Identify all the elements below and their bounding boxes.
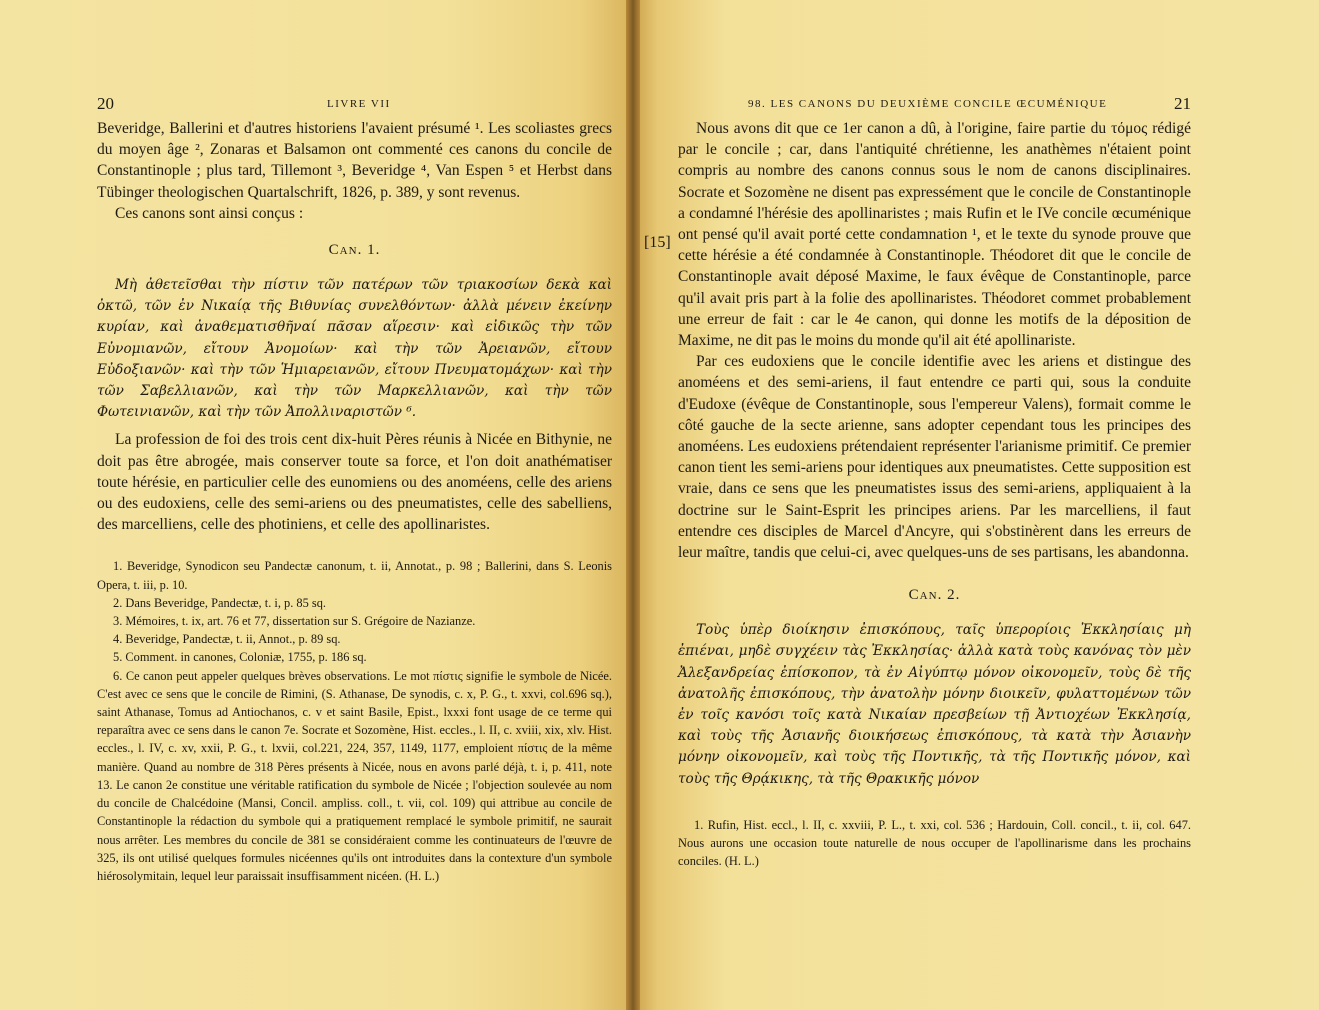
footnote: 1. Rufin, Hist. eccl., l. II, c. xxviii, P. L., t. xxi, col. 536 ; Hardouin, Coll. concil., t. ii, col. 647. Nous aurons une occasion toute naturelle de nous occuper de l'apollinarisme dans les prochains conciles. (H. L.) xyxy=(678,817,1191,869)
right-page xyxy=(630,0,1319,1010)
canon-heading-1: Can. 1. xyxy=(328,242,381,259)
running-title-right: 98. LES CANONS DU DEUXIÈME CONCILE ŒCUMÉNIQUE xyxy=(748,98,1108,110)
footnote: 1. Beveridge, Synodicon seu Pandectæ canonum, t. ii, Annotat., p. 98 ; Ballerini, dans S. Leonis Opera, t. iii, p. 10. xyxy=(97,559,612,592)
paragraph-2: Par ces eudoxiens que le concile identifie avec les ariens et distingue des anoméens et des semi-ariens, il faut entendre ce parti qui, sous la conduite d'Eudoxe (évêque de Constantinople, sous l'empereur Valens), formait comme le côté gauche de la secte arienne, sans adopter cependant tous les principes des anoméens. Les eudoxiens prétendaient représenter l'arianisme primitif. Ce premier canon tient les semi-ariens pour identiques aux pneumatistes. Cette supposition est vraie, dans ce sens que les pneumatistes issus des semi-ariens, appliquaient à la doctrine sur le Saint-Esprit les principes ariens. Par les marcelliens, il faut entendre ces disciples de Marcel d'Ancyre, qui s'obstinèrent dans les erreurs de leur maître, tandis que celui-ci, avec quelques-uns de ses partisans, les abandonna. xyxy=(678,353,1191,562)
paragraph-1: Nous avons dit que ce 1er canon a dû, à l'origine, faire partie du τόμος rédigé par le concile ; car, dans l'antiquité chrétienne, les anathèmes n'étaient point compris au nombre des canons connus sous le nom de canons disciplinaires. Socrate et Sozomène ne disent pas expressément que le concile de Constantinople a condamné l'hérésie des apollinaristes ; mais Rufin et le IVe concile œcuménique ont pensé qu'il avait porté cette condamnation ¹, et le texte du synode prouve que cette hérésie a été condamnée à Constantinople. Théodoret dit que le concile de Constantinople avait déposé Maxime, le faux évêque de Constantinople, parce qu'il avait pris part à la folie des apollinaristes. Théodoret commet probablement une erreur de fait : car le 4e canon, qui donne les motifs de la déposition de Maxime, ne dit pas le moins du monde qu'il ait été apollinariste. xyxy=(678,120,1191,350)
greek-canon-1: Μὴ ἀθετεῖσθαι τὴν πίστιν τῶν πατέρων τῶν τριακοσίων δεκὰ καὶ ὀκτῶ, τῶν ἐν Νικαίᾳ τῆς Βιθυνίας συνελθόντων· ἀλλὰ μένειν ἐκείνην κυρίαν, καὶ ἀναθεματισθῆναί πᾶσαν αἵρεσιν· καὶ εἰδικῶς τὴν τῶν Εὐνομιανῶν, εἴτουν Ἀνομοίων· καὶ τὴν τῶν Ἀρειανῶν, εἴτουν Εὐδοξιανῶν· καὶ τὴν τῶν Ἡμιαρειανῶν, εἴτουν Πνευματομάχων· καὶ τὴν τῶν Σαβελλιανῶν, καὶ τὴν τῶν Μαρκελλιανῶν, καὶ τὴν τῶν Φωτεινιανῶν, καὶ τὴν τῶν Ἀπολλιναριστῶν ⁶. xyxy=(97,277,612,421)
canon-heading-2: Can. 2. xyxy=(908,587,961,604)
footnote: 3. Mémoires, t. ix, art. 76 et 77, dissertation sur S. Grégoire de Nazianze. xyxy=(113,614,476,629)
footnote: 4. Beveridge, Pandectæ, t. ii, Annot., p. 89 sq. xyxy=(113,632,341,647)
french-translation-block xyxy=(97,429,612,535)
intro-paragraph: Beveridge, Ballerini et d'autres historiens l'avaient présumé ¹. Les scoliastes grecs du moyen âge ², Zonaras et Balsamon ont commenté ces canons du concile de Constantinople ; plus tard, Tillemont ³, Beveridge ⁴, Van Espen ⁵ et Herbst dans Tübinger theologischen Quartalschrift, 1826, p. 389, y sont revenus. xyxy=(97,120,612,201)
page-number-right: 21 xyxy=(1174,94,1191,113)
left-body xyxy=(97,118,612,224)
left-footnotes xyxy=(97,557,612,885)
left-page xyxy=(0,0,630,1010)
greek-canon-2: Τοὺς ὑπὲρ διοίκησιν ἐπισκόπους, ταῖς ὑπερορίοις Ἐκκλησίαις μὴ ἐπιέναι, μηδὲ συγχέειν τὰς Ἐκκλησίας· ἀλλὰ κατὰ τοὺς κανόνας τὸν μὲν Ἀλεξανδρείας ἐπίσκοπον, τὰ ἐν Αἰγύπτῳ μόνον οἰκονομεῖν, τοὺς δὲ τῆς ἀνατολῆς ἐπισκόπους, τὴν ἀνατολὴν μόνην διοικεῖν, φυλαττομένων τῶν ἐν τοῖς κανόσι τοῖς κατὰ Νικαίαν πρεσβείων τῇ Ἀντιοχέων Ἐκκλησίᾳ, καὶ τοὺς τῆς Ἀσιανῆς διοικήσεως ἐπισκόπους, τὰ κατὰ τὴν Ἀσιανὴν μόνην οἰκονομεῖν, καὶ τοὺς τῆς Ποντικῆς, τὰ τῆς Ποντικῆς μόνον, καὶ τοὺς τῆς Θρᾴκικης, τὰ τῆς Θρακικῆς μόνον xyxy=(678,622,1191,787)
footnote: 6. Ce canon peut appeler quelques brèves observations. Le mot πίστις signifie le symbole de Nicée. C'est avec ce sens que le concile de Rimini, (S. Athanase, De synodis, c. x, P. G., t. xxvi, col.696 sq.), saint Athanase, Tomus ad Antiochanos, c. v et saint Basile, Epist., lxxxi font usage de ce terme qui reparaîtra avec ce sens dans le canon 7e. Socrate et Sozomène, Hist. eccles., l. II, c. xviii, xix, xlv. Hist. eccles., l. IV, c. xv, xxii, P. G., t. lxvii, col.221, 224, 357, 1149, 1177, emploient πίστις de la même manière. Quand au nombre de 318 Pères présents à Nicée, nous en avons parlé déjà, t. i, p. 411, note 13. Le canon 2e constitue une véritable ratification du symbole de Nicée ; l'objection soulevée au nom du concile de Chalcédoine (Mansi, Concil. ampliss. coll., t. vii, col. 109) qui attribue au concile de Constantinople la rédaction du symbole qui a pratiquement remplacé le symbole primitif, ne saurait nous arrêter. Les membres du concile de 381 se considéraient comme les continuateurs de l'œuvre de 325, ils ont utilisé quelques formules nicéennes qu'ils ont introduites dans la contexture d'un symbole hiérosolymitain, lequel leur paraissait insuffisamment nicéen. (H. L.) xyxy=(97,668,612,883)
intro-second-line: Ces canons sont ainsi conçus : xyxy=(115,204,304,222)
right-body xyxy=(678,118,1191,563)
footnote: 2. Dans Beveridge, Pandectæ, t. i, p. 85 sq. xyxy=(113,595,327,610)
running-head-left xyxy=(97,94,612,118)
right-footnotes xyxy=(678,816,1191,871)
page-number-left: 20 xyxy=(97,94,114,113)
french-translation: La profession de foi des trois cent dix-huit Pères réunis à Nicée en Bithynie, ne doit pas être abrogée, mais conserver toute sa force, et l'on doit anathématiser toute hérésie, en particulier celle des eunomiens ou des anoméens, celle des ariens ou des eudoxiens, celle des semi-ariens ou des pneumatistes, celle des sabelliens, des marcelliens, celle des photiniens, et celle des apollinaristes. xyxy=(97,431,612,534)
footnote: 5. Comment. in canones, Coloniæ, 1755, p. 186 sq. xyxy=(113,650,367,665)
running-head-right xyxy=(678,94,1191,118)
running-title-left: LIVRE VII xyxy=(327,98,391,110)
book-gutter xyxy=(626,0,640,1010)
marginal-page-reference: [15] xyxy=(644,234,671,251)
